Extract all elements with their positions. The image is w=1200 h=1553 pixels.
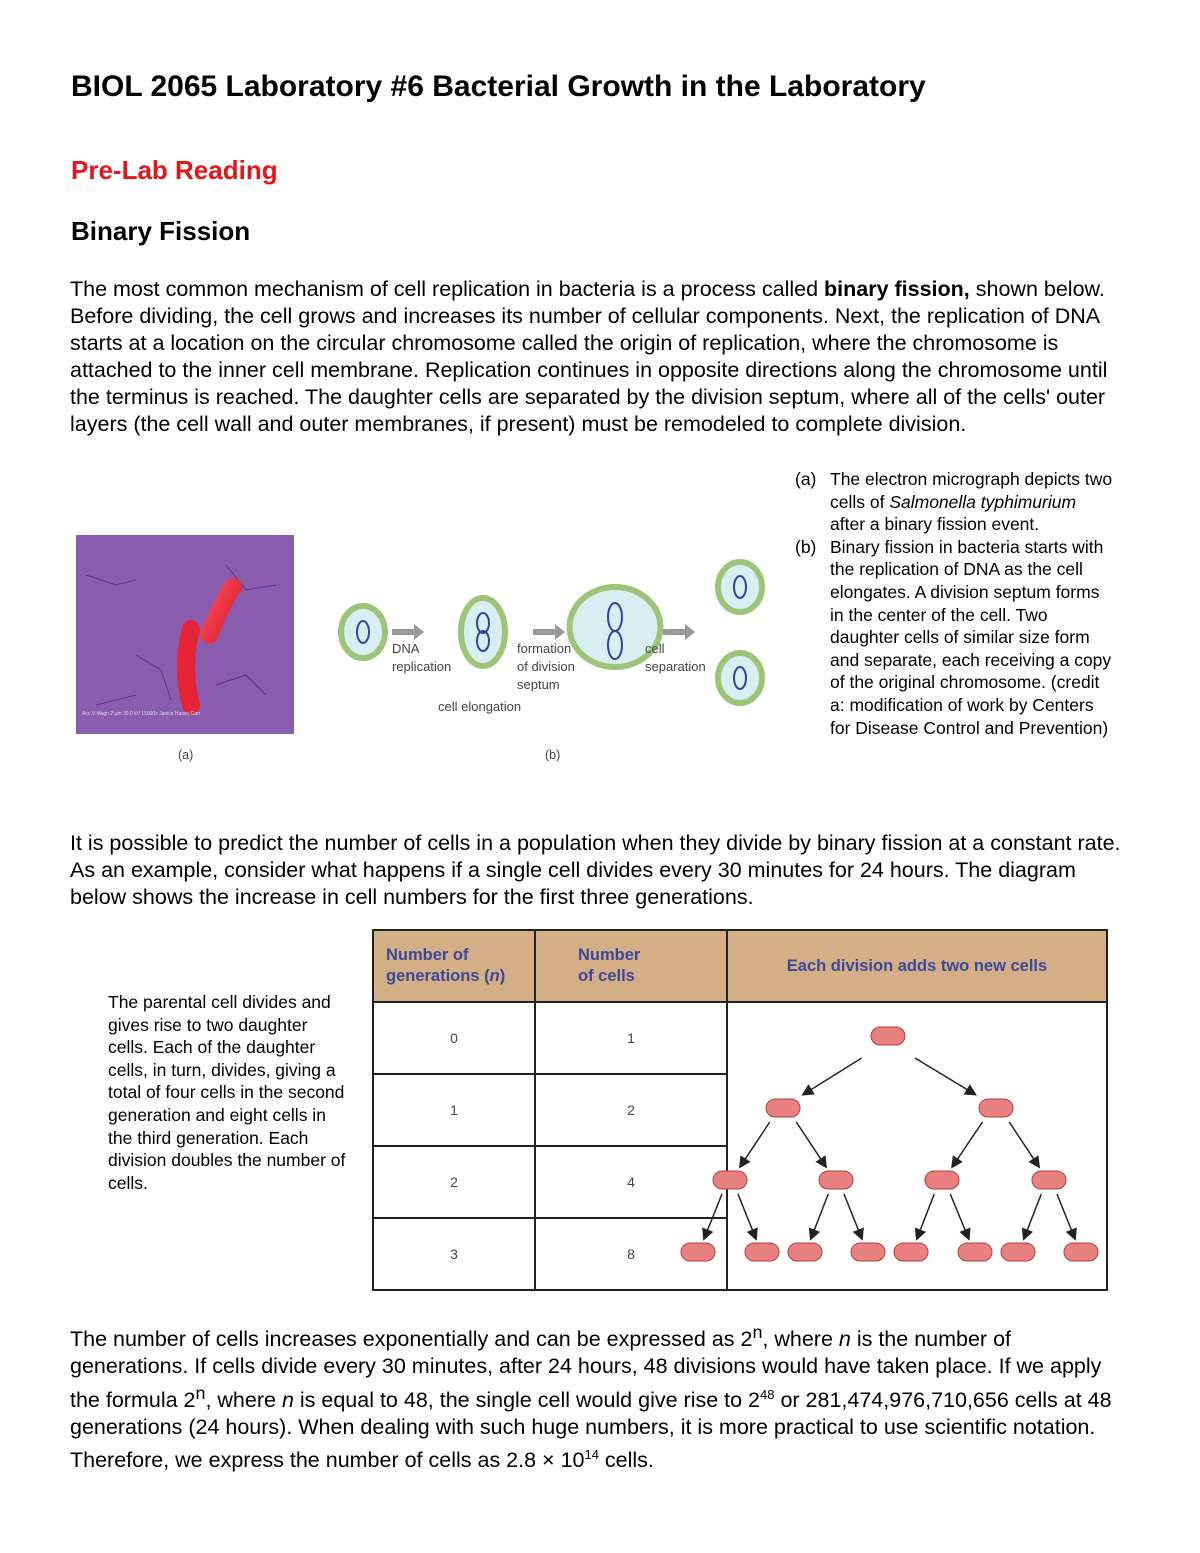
division-tree-diagram [673, 1001, 1107, 1287]
arrow-icon [741, 1122, 770, 1166]
text: n [752, 1322, 763, 1342]
paragraph-prediction: It is possible to predict the number of cells in a population when they divide by binary fission at a constant rate. As an example, consider what happens if a single cell divides every 30 minutes for 24 hours. The diagram below shows the increase in cell numbers for the first three generations. [70, 831, 1121, 909]
caption-label: (a) [795, 469, 817, 489]
text: n [195, 1383, 206, 1404]
paragraph-exponential [70, 1319, 1135, 1474]
bold-term: binary fission, [824, 277, 970, 301]
table-header [373, 930, 1107, 1002]
text: The most common mechanism of cell replication in bacteria is a process called [70, 277, 825, 301]
cell-count: 8 [535, 1218, 727, 1290]
text: The electron micrograph depicts two cells of [830, 469, 1113, 512]
text: generations ( [386, 967, 490, 985]
label-septum: septum [517, 677, 560, 692]
bacterial-cell [1032, 1171, 1066, 1189]
arrow-icon [950, 1194, 968, 1238]
label-cell-elongation: cell elongation [438, 699, 522, 714]
figure-caption [795, 468, 1115, 739]
arrow-icon [844, 1194, 862, 1238]
text: or 281,474,976,710,656 cells at 48 generations (24 hours). When dealing with such huge numbers, it is more practical to use scientific notation. Therefore, we express the number of cells as 2.8 × 10 [70, 1388, 1112, 1473]
text: 48 [760, 1387, 775, 1403]
bacterial-cell [925, 1171, 959, 1189]
label-of-division: of division [517, 659, 575, 674]
page-title: BIOL 2065 Laboratory #6 Bacterial Growth in the Laboratory [71, 70, 926, 103]
arrow-icon [917, 1194, 934, 1238]
cell-generation: 0 [373, 1002, 535, 1074]
header-division: Each division adds two new cells [727, 930, 1107, 1002]
cell-generation: 3 [373, 1218, 535, 1290]
micrograph-scale-text: Acc.V Magn 2 µm 30.0 kV 15000x Janice Haney Carr [82, 711, 201, 717]
arrow-icon [1057, 1194, 1075, 1238]
paragraph-binary-fission [70, 276, 1135, 438]
caption-b [795, 536, 1115, 739]
arrow-icon [738, 1194, 756, 1238]
text: ) [499, 967, 506, 985]
figure-label-b: (b) [545, 748, 561, 762]
arrow-icon [953, 1122, 983, 1166]
side-note: The parental cell divides and gives rise to two daughter cells. Each of the daughter cells, in turn, divides, giving a total of four cells in the second generation and eight cells in the third generation. Each division doubles the number of cells. [108, 992, 346, 1193]
cell-count: 4 [535, 1146, 727, 1218]
caption-a [795, 468, 1115, 536]
label-formation: formation [517, 641, 572, 656]
text: of cells [578, 967, 635, 985]
bacterial-cell [1001, 1243, 1035, 1261]
text: after a binary fission event. [830, 514, 1040, 535]
bacterial-cell [1064, 1243, 1098, 1261]
arrow-icon [811, 1194, 828, 1238]
text: 14 [584, 1447, 599, 1463]
caption-text [830, 468, 1115, 536]
label-separation: separation [645, 659, 706, 674]
bacterial-cell [788, 1243, 822, 1261]
bacterial-cell [745, 1243, 779, 1261]
bacterial-cell [894, 1243, 928, 1261]
species-name: Salmonella typhimurium [889, 491, 1077, 512]
text: Number of [386, 946, 469, 964]
text: n [838, 1327, 851, 1352]
text: Number [578, 946, 641, 964]
text: n [489, 967, 500, 985]
text: , where [205, 1388, 282, 1413]
arrow-icon [915, 1058, 974, 1094]
arrow-icon [704, 1194, 722, 1238]
bacterial-cell [766, 1099, 800, 1117]
text: cells. [598, 1448, 654, 1473]
bacterial-cell [713, 1171, 747, 1189]
cell-generation: 1 [373, 1074, 535, 1146]
caption-label: (b) [795, 536, 817, 557]
label-replication: replication [392, 659, 452, 674]
cell-generation: 2 [373, 1146, 535, 1218]
header-cells [535, 930, 727, 1002]
text: shown below. Before dividing, the cell grows and increases its number of cellular components. Next, the replication of DNA starts at a location on the circular chromosome called the origin of replication, where the chromosome is attached to the inner cell membrane. Replication continues in opposite directions along the chromosome until the terminus is reached. The daughter cells are separated by the division septum, where all of the cells' outer layers (the cell wall and outer membranes, if present) must be remodeled to complete division. [70, 277, 1108, 436]
section-heading: Binary Fission [71, 216, 251, 246]
text: , where [762, 1327, 839, 1352]
arrow-icon [1009, 1122, 1038, 1166]
bacterial-cell [979, 1099, 1013, 1117]
header-generations [373, 930, 535, 1002]
bacterial-cell [871, 1027, 905, 1045]
arrow-icon [796, 1122, 825, 1166]
arrow-icon [804, 1058, 862, 1094]
label-dna: DNA [392, 641, 420, 656]
bacterial-cell [958, 1243, 992, 1261]
subtitle: Pre-Lab Reading [71, 155, 278, 185]
electron-micrograph [76, 535, 294, 734]
bacterial-cell [819, 1171, 853, 1189]
bacterial-cell [681, 1243, 715, 1261]
binary-fission-diagram [330, 555, 770, 720]
cell-count: 2 [535, 1074, 727, 1146]
bacterial-cell [851, 1243, 885, 1261]
text: is the number of generations. If cells divide every 30 minutes, after 24 hours, 48 divisions would have taken place. If we apply the formula 2 [70, 1327, 1102, 1413]
label-cell: cell [645, 641, 665, 656]
arrow-icon [1024, 1194, 1041, 1238]
text: The number of cells increases exponentially and can be expressed as 2 [70, 1327, 753, 1352]
text: is equal to 48, the single cell would give rise to 2 [293, 1388, 761, 1413]
cell-count: 1 [535, 1002, 727, 1074]
text: n [281, 1388, 294, 1413]
figure-label-a: (a) [178, 748, 194, 762]
caption-text: Binary fission in bacteria starts with the replication of DNA as the cell elongates. A division septum forms in the center of the cell. Two daughter cells of similar size form and separate, each receiving a copy of the original chromosome. (credit a: modification of work by Centers for Disease Control and Prevention) [830, 536, 1112, 738]
